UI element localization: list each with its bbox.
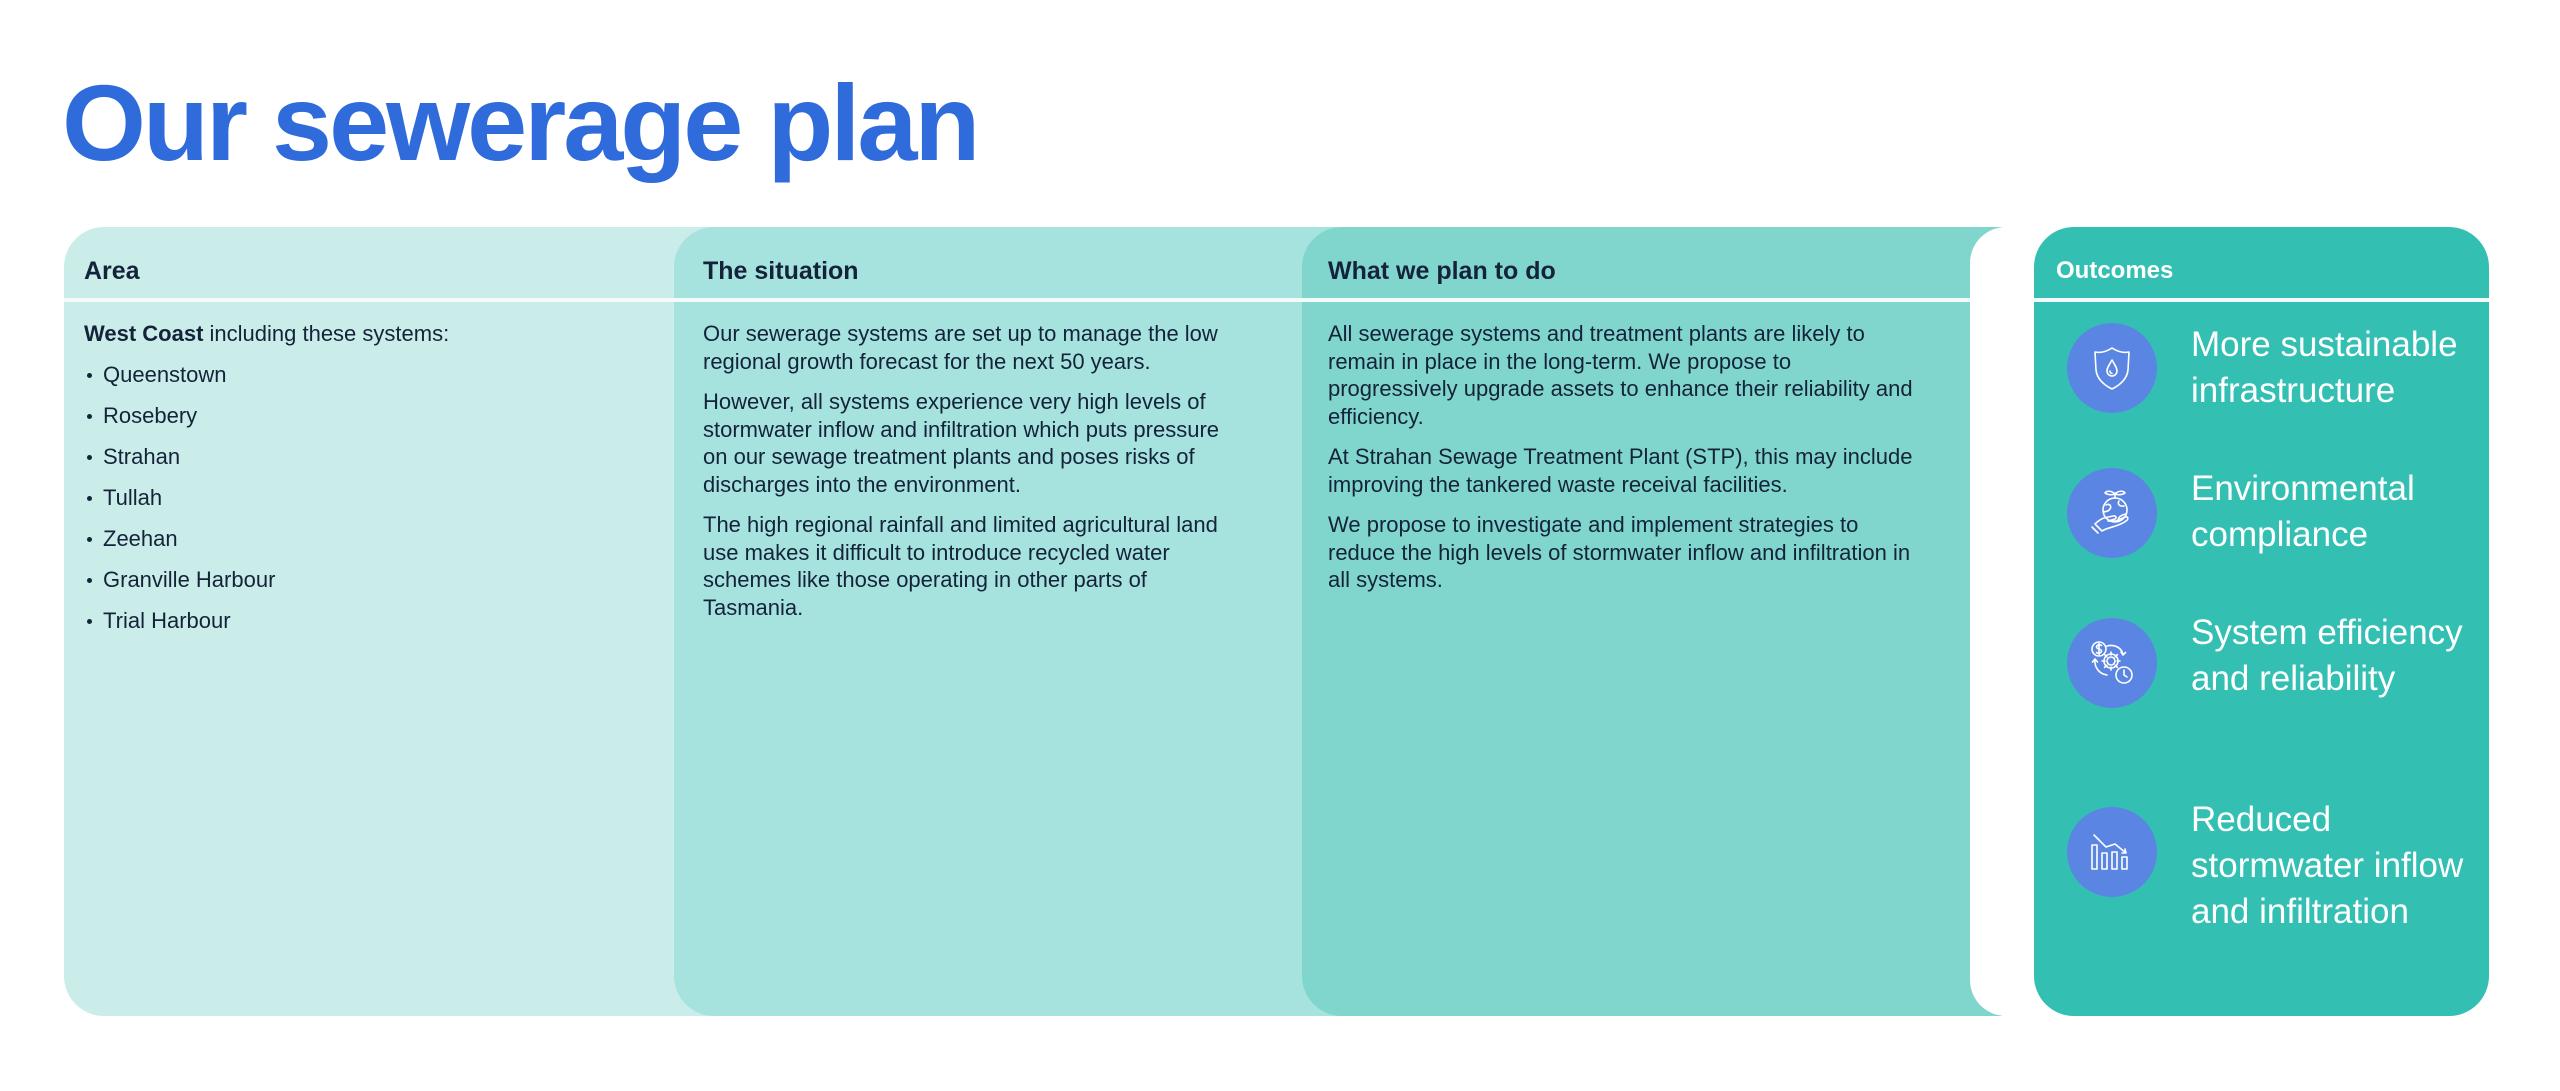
outcomes-heading: Outcomes [2056, 257, 2174, 284]
outcome-label: More sustainable infrastructure [2191, 325, 2458, 410]
area-body [84, 320, 644, 648]
plan-heading: What we plan to do [1328, 257, 1556, 285]
page-title: Our sewerage plan [62, 62, 978, 183]
situation-heading: The situation [703, 257, 859, 285]
list-item: Tullah [84, 484, 644, 525]
situation-paragraph: Our sewerage systems are set up to manage the low regional growth forecast for the next 50 years. [703, 321, 1218, 374]
list-item: Rosebery [84, 402, 644, 443]
dollar-gear-clock-cycle-icon [2067, 618, 2157, 708]
outcome-label: System efficiency and reliability [2191, 613, 2463, 698]
plan-paragraph: All sewerage systems and treatment plants are likely to remain in place in the long-term. We propose to progressively upgrade assets to enhance their reliability and efficiency. [1328, 321, 1913, 429]
outcome-label: Environmental compliance [2191, 469, 2415, 554]
list-item: Zeehan [84, 525, 644, 566]
outcome-label: Reduced stormwater inflow and infiltration [2191, 800, 2464, 931]
systems-list [84, 361, 644, 648]
area-heading: Area [84, 257, 140, 285]
area-intro-text: including these systems: [203, 321, 450, 346]
list-item: Queenstown [84, 361, 644, 402]
situation-paragraph: However, all systems experience very high levels of stormwater inflow and infiltration which puts pressure on our sewage treatment plants and poses risks of discharges into the environment. [703, 389, 1220, 497]
list-item: Strahan [84, 443, 644, 484]
declining-bar-chart-icon [2067, 807, 2157, 897]
list-item: Trial Harbour [84, 607, 644, 648]
situation-paragraph: The high regional rainfall and limited agricultural land use makes it difficult to introduce recycled water schemes like those operating in other parts of Tasmania. [703, 512, 1218, 620]
hand-globe-sprout-icon [2067, 468, 2157, 558]
region-name: West Coast [84, 321, 204, 346]
header-divider [64, 298, 1970, 302]
plan-paragraph: We propose to investigate and implement strategies to reduce the high levels of stormwater inflow and infiltration in all systems. [1328, 512, 1911, 592]
list-item: Granville Harbour [84, 566, 644, 607]
plan-body [1328, 320, 1918, 607]
area-intro [84, 320, 644, 348]
shield-water-drop-icon [2067, 323, 2157, 413]
outcomes-header-divider [2034, 298, 2489, 302]
panel-separator [1970, 227, 2034, 1016]
situation-body [703, 320, 1223, 634]
plan-paragraph: At Strahan Sewage Treatment Plant (STP), this may include improving the tankered waste receival facilities. [1328, 444, 1913, 497]
